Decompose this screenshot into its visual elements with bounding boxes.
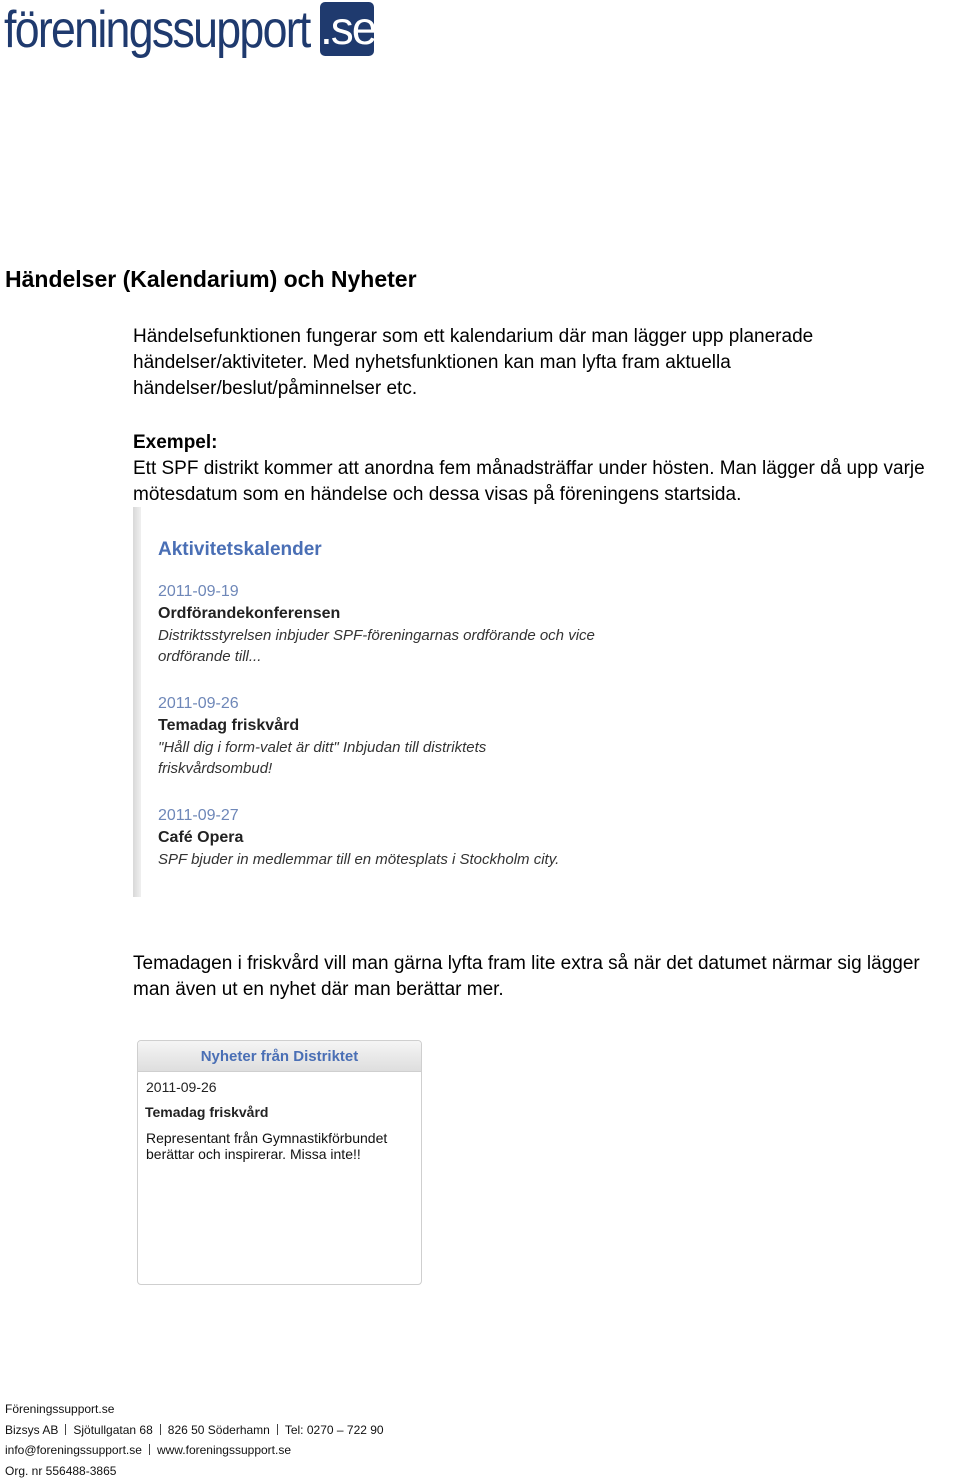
news-date: 2011-09-26 [146, 1079, 217, 1095]
footer-separator [149, 1444, 150, 1455]
event-date: 2011-09-27 [158, 805, 623, 827]
footer-separator [160, 1424, 161, 1435]
event-description: SPF bjuder in medlemmar till en mötesplats i Stockholm city. [158, 849, 628, 870]
footer-company-name: Bizsys AB [5, 1423, 58, 1437]
example-label: Exempel: [133, 430, 217, 456]
logo-wordmark: föreningssupport [4, 0, 310, 60]
event-date: 2011-09-19 [158, 581, 623, 603]
event-title: Ordförandekonferensen [158, 603, 623, 625]
footer-address-line [5, 1420, 384, 1441]
calendar-event [158, 693, 623, 779]
news-box [137, 1040, 422, 1285]
event-description: "Håll dig i form-valet är ditt" Inbjudan till distriktets friskvårdsombud! [158, 737, 558, 779]
footer-separator [277, 1424, 278, 1435]
footer-website[interactable]: www.foreningssupport.se [157, 1443, 291, 1457]
calendar-title: Aktivitetskalender [158, 539, 322, 561]
footer-contact-line [5, 1440, 384, 1461]
news-header: Nyheter från Distriktet [138, 1041, 421, 1072]
calendar-event [158, 805, 623, 870]
intro-paragraph: Händelsefunktionen fungerar som ett kalendarium där man lägger upp planerade händelser/aktiviteter. Med nyhetsfunktionen kan man lyfta fram aktuella händelser/beslut/påminnelser etc. [133, 324, 893, 402]
footer-separator [65, 1424, 66, 1435]
calendar-event [158, 581, 623, 667]
event-date: 2011-09-26 [158, 693, 623, 715]
news-title: Temadag friskvård [145, 1104, 268, 1120]
event-title: Café Opera [158, 827, 623, 849]
footer-org-number: Org. nr 556488-3865 [5, 1461, 384, 1481]
footer-street: Sjötullgatan 68 [73, 1423, 152, 1437]
page-title: Händelser (Kalendarium) och Nyheter [5, 266, 417, 293]
calendar-side-bar [133, 507, 141, 897]
footer [5, 1399, 384, 1481]
news-description: Representant från Gymnastikförbundet berättar och inspirerar. Missa inte!! [146, 1130, 418, 1162]
event-description: Distriktsstyrelsen inbjuder SPF-föreningarnas ordförande och vice ordförande till... [158, 625, 628, 667]
footer-phone: Tel: 0270 – 722 90 [285, 1423, 384, 1437]
calendar-screenshot [133, 507, 623, 897]
brand-logo [4, 0, 359, 62]
event-title: Temadag friskvård [158, 715, 623, 737]
example-paragraph: Ett SPF distrikt kommer att anordna fem månadsträffar under hösten. Man lägger då upp varje mötesdatum som en händelse och dessa visas på föreningens startsida. [133, 456, 960, 508]
footer-company: Föreningssupport.se [5, 1399, 384, 1420]
footer-email[interactable]: info@foreningssupport.se [5, 1443, 142, 1457]
logo-suffix-badge: .se [320, 2, 374, 56]
followup-paragraph: Temadagen i friskvård vill man gärna lyfta fram lite extra så när det datumet närmar sig lägger man även ut en nyhet där man berättar mer. [133, 951, 960, 1003]
footer-postal: 826 50 Söderhamn [168, 1423, 270, 1437]
